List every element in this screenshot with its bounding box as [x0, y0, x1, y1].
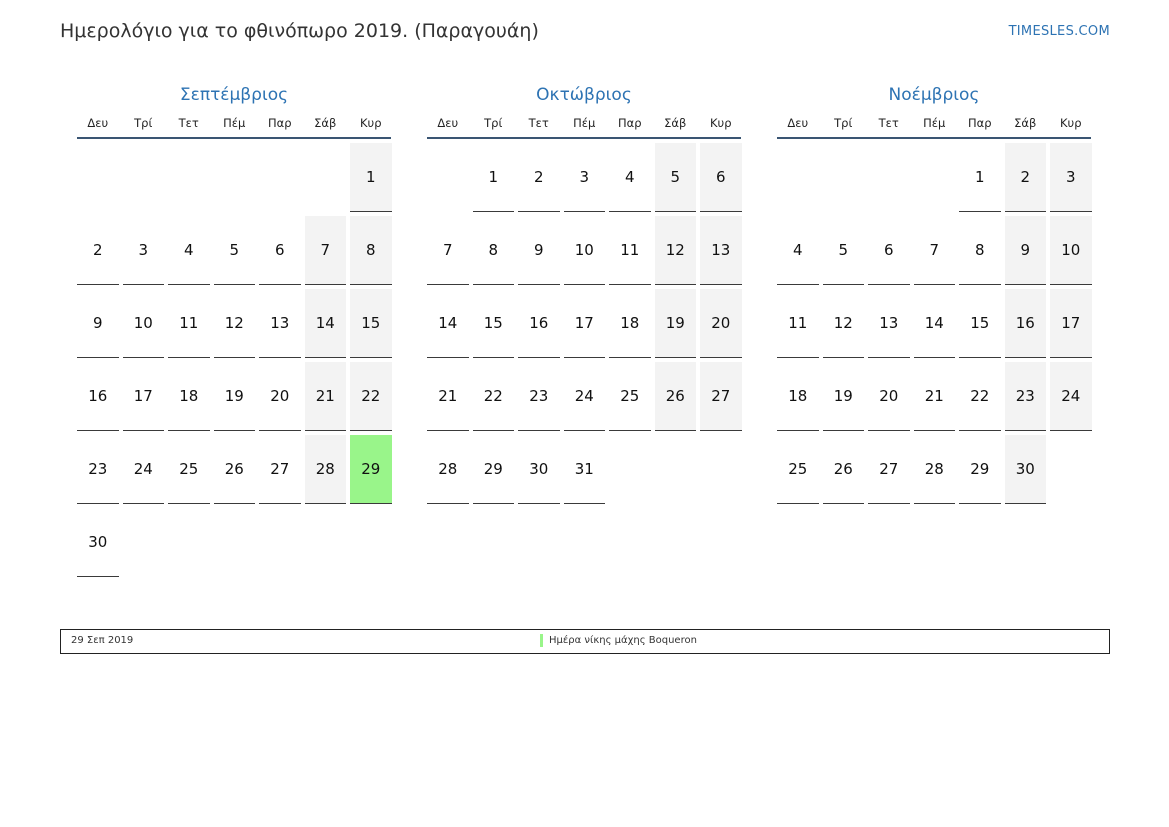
day-cell: 27 [700, 362, 742, 431]
day-cell: 4 [168, 216, 210, 285]
day-cell: 4 [609, 143, 651, 212]
day-cell: 23 [77, 435, 119, 504]
weekday-label: Τετ [528, 116, 549, 130]
weekday-label: Παρ [617, 116, 642, 130]
day-cell: 17 [123, 362, 165, 431]
empty-cell [123, 143, 165, 212]
day-cell: 8 [959, 216, 1001, 285]
empty-cell [868, 143, 910, 212]
day-cell: 12 [823, 289, 865, 358]
day-cell: 3 [1050, 143, 1092, 212]
weekday-label: Κυρ [360, 116, 382, 130]
day-cell: 30 [77, 508, 119, 577]
weekday-label: Σάβ [314, 116, 337, 130]
day-cell: 29 [473, 435, 515, 504]
day-cell: 1 [473, 143, 515, 212]
month-name: Νοέμβριος [888, 85, 980, 105]
day-cell: 5 [823, 216, 865, 285]
day-cell: 6 [868, 216, 910, 285]
site-link[interactable]: TIMESLES.COM [1008, 24, 1110, 39]
empty-cell [259, 143, 301, 212]
day-cell: 22 [473, 362, 515, 431]
weekday-label: Δευ [87, 116, 109, 130]
day-cell: 25 [777, 435, 819, 504]
day-cell: 16 [518, 289, 560, 358]
page-title: Ημερολόγιο για το φθινόπωρο 2019. (Παραγουάη) [60, 20, 539, 42]
weekday-label: Κυρ [1060, 116, 1082, 130]
weekday-label: Κυρ [710, 116, 732, 130]
weekday-label: Τετ [178, 116, 199, 130]
day-cell: 13 [868, 289, 910, 358]
weekday-label: Σάβ [1014, 116, 1037, 130]
day-cell: 19 [655, 289, 697, 358]
day-cell: 20 [259, 362, 301, 431]
day-cell: 20 [868, 362, 910, 431]
day-cell: 24 [1050, 362, 1092, 431]
day-cell: 16 [77, 362, 119, 431]
day-cell: 13 [259, 289, 301, 358]
day-cell: 20 [700, 289, 742, 358]
holiday-legend [60, 629, 1110, 654]
day-cell: 6 [700, 143, 742, 212]
day-cell: 1 [350, 143, 392, 212]
day-cell: 18 [777, 362, 819, 431]
day-cell: 9 [77, 289, 119, 358]
day-cell: 11 [609, 216, 651, 285]
day-cell: 9 [518, 216, 560, 285]
day-cell: 8 [473, 216, 515, 285]
day-cell: 11 [168, 289, 210, 358]
weekday-label: Παρ [967, 116, 992, 130]
day-cell: 29 [959, 435, 1001, 504]
day-cell: 24 [123, 435, 165, 504]
day-cell: 14 [914, 289, 956, 358]
day-cell: 22 [350, 362, 392, 431]
month-october [427, 84, 741, 504]
day-cell: 15 [350, 289, 392, 358]
weekday-label: Δευ [787, 116, 809, 130]
day-cell: 12 [655, 216, 697, 285]
day-cell: 22 [959, 362, 1001, 431]
day-cell: 5 [214, 216, 256, 285]
day-cell: 30 [518, 435, 560, 504]
day-cell: 28 [914, 435, 956, 504]
month-september [77, 84, 391, 577]
weekday-label: Παρ [267, 116, 292, 130]
weekday-label: Πέμ [573, 116, 596, 130]
day-cell: 23 [1005, 362, 1047, 431]
day-cell: 2 [1005, 143, 1047, 212]
day-cell: 7 [305, 216, 347, 285]
day-cell: 27 [259, 435, 301, 504]
day-cell: 10 [564, 216, 606, 285]
month-name: Οκτώβριος [536, 85, 632, 105]
day-cell: 26 [823, 435, 865, 504]
day-cell: 17 [1050, 289, 1092, 358]
day-cell: 3 [123, 216, 165, 285]
day-cell: 21 [427, 362, 469, 431]
legend-holiday-name: Ημέρα νίκης μάχης Boqueron [549, 635, 697, 646]
day-cell: 15 [959, 289, 1001, 358]
day-cell: 10 [1050, 216, 1092, 285]
legend-color-marker [540, 634, 543, 647]
legend-date: 29 Σεπ 2019 [71, 635, 134, 646]
day-cell: 11 [777, 289, 819, 358]
empty-cell [305, 143, 347, 212]
empty-cell [914, 143, 956, 212]
day-cell: 19 [823, 362, 865, 431]
weekday-label: Πέμ [223, 116, 246, 130]
empty-cell [214, 143, 256, 212]
day-cell: 28 [305, 435, 347, 504]
day-cell: 21 [305, 362, 347, 431]
day-cell: 7 [914, 216, 956, 285]
day-cell: 27 [868, 435, 910, 504]
month-name: Σεπτέμβριος [179, 85, 289, 105]
day-cell: 18 [609, 289, 651, 358]
weekday-label: Τρί [484, 116, 503, 130]
day-cell: 12 [214, 289, 256, 358]
month-november [777, 84, 1091, 504]
empty-cell [77, 143, 119, 212]
day-cell: 14 [305, 289, 347, 358]
day-cell: 18 [168, 362, 210, 431]
day-cell: 23 [518, 362, 560, 431]
day-cell: 13 [700, 216, 742, 285]
day-cell: 26 [214, 435, 256, 504]
empty-cell [427, 143, 469, 212]
days-grid [427, 143, 741, 504]
weekday-label: Σάβ [664, 116, 687, 130]
days-grid [777, 143, 1091, 504]
empty-cell [777, 143, 819, 212]
weekday-header [427, 115, 741, 139]
day-cell: 21 [914, 362, 956, 431]
weekday-header [777, 115, 1091, 139]
day-cell: 15 [473, 289, 515, 358]
day-cell: 25 [168, 435, 210, 504]
day-cell: 16 [1005, 289, 1047, 358]
day-cell: 14 [427, 289, 469, 358]
day-cell: 6 [259, 216, 301, 285]
day-cell: 10 [123, 289, 165, 358]
day-cell: 4 [777, 216, 819, 285]
day-cell: 5 [655, 143, 697, 212]
weekday-label: Πέμ [923, 116, 946, 130]
day-cell-holiday: 29 [350, 435, 392, 504]
day-cell: 19 [214, 362, 256, 431]
weekday-label: Τετ [878, 116, 899, 130]
day-cell: 3 [564, 143, 606, 212]
weekday-label: Δευ [437, 116, 459, 130]
day-cell: 1 [959, 143, 1001, 212]
day-cell: 31 [564, 435, 606, 504]
day-cell: 7 [427, 216, 469, 285]
day-cell: 2 [518, 143, 560, 212]
empty-cell [823, 143, 865, 212]
empty-cell [168, 143, 210, 212]
weekday-header [77, 115, 391, 139]
day-cell: 25 [609, 362, 651, 431]
day-cell: 26 [655, 362, 697, 431]
day-cell: 2 [77, 216, 119, 285]
day-cell: 28 [427, 435, 469, 504]
day-cell: 24 [564, 362, 606, 431]
days-grid [77, 143, 391, 577]
day-cell: 17 [564, 289, 606, 358]
day-cell: 30 [1005, 435, 1047, 504]
weekday-label: Τρί [134, 116, 153, 130]
weekday-label: Τρί [834, 116, 853, 130]
day-cell: 9 [1005, 216, 1047, 285]
day-cell: 8 [350, 216, 392, 285]
